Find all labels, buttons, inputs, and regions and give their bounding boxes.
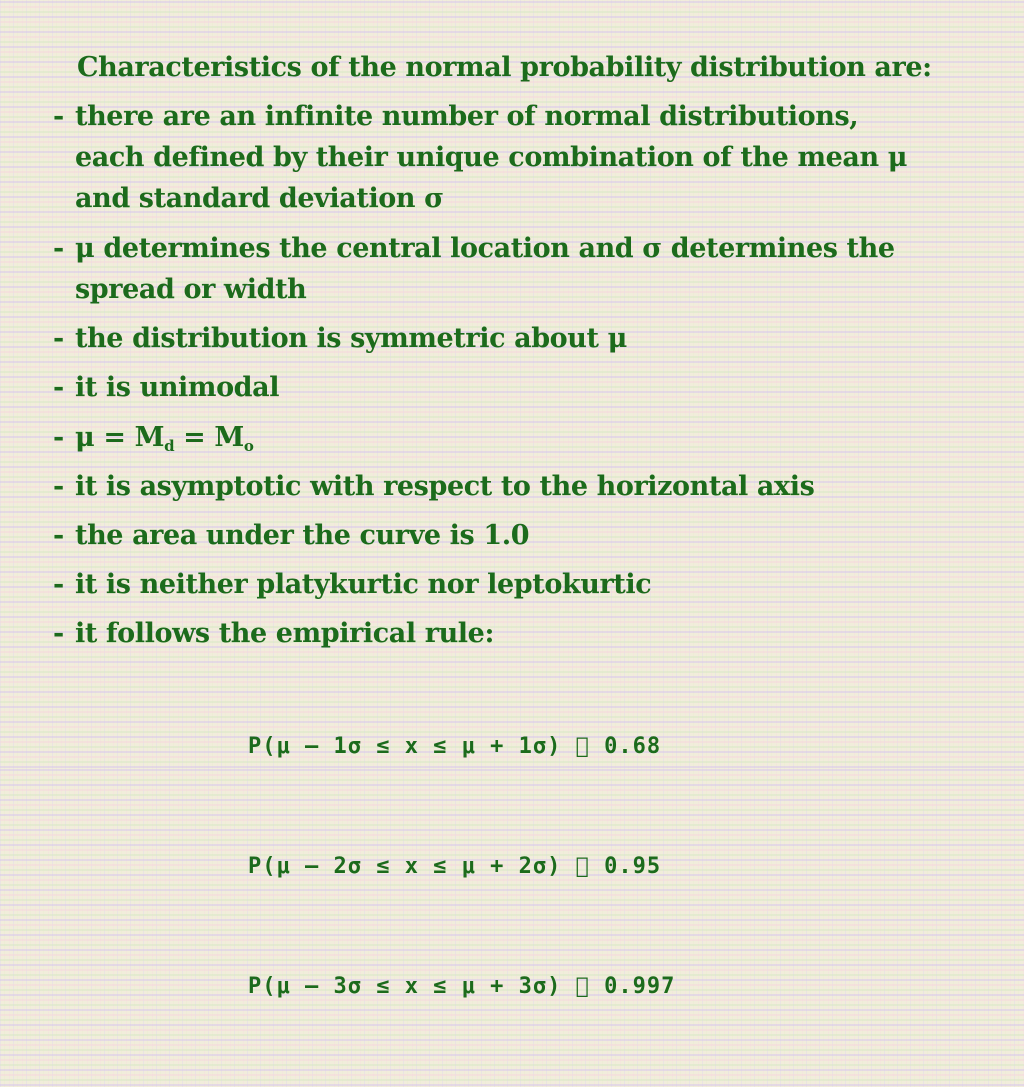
bullet-text: the area under the curve is 1.0	[75, 520, 530, 551]
formula-two-sigma: P(μ – 2σ ≤ x ≤ μ + 2σ) 0.95	[248, 854, 662, 879]
formula-middle: = M	[174, 422, 244, 453]
bullet-dash: -	[53, 233, 64, 264]
empirical-rule-formulas	[248, 647, 675, 1087]
bullet-text: spread or width	[75, 274, 307, 305]
mode-subscript: o	[243, 437, 254, 455]
bullet-unimodal	[53, 367, 279, 408]
bullet-dash: -	[53, 520, 64, 551]
bullet-dash: -	[53, 471, 64, 502]
bullet-dash: -	[53, 372, 64, 403]
bullet-dash: -	[53, 323, 64, 354]
bullet-text: it is asymptotic with respect to the horizontal axis	[75, 471, 815, 502]
bullet-asymptotic	[53, 466, 814, 507]
formula-three-sigma: P(μ – 3σ ≤ x ≤ μ + 3σ) 0.997	[248, 974, 676, 999]
bullet-dash: -	[53, 422, 64, 453]
formula-prefix: μ = M	[75, 422, 165, 453]
bullet-text: it follows the empirical rule:	[75, 618, 495, 649]
bullet-infinite-distributions	[53, 96, 907, 219]
bullet-kurtosis	[53, 564, 651, 605]
slide-title: Characteristics of the normal probability distribution are:	[77, 52, 932, 83]
bullet-symmetric	[53, 318, 627, 359]
bullet-text: it is unimodal	[75, 372, 280, 403]
bullet-text: there are an infinite number of normal distributions,	[75, 101, 859, 132]
bullet-dash: -	[53, 569, 64, 600]
bullet-text: the distribution is symmetric about μ	[75, 323, 627, 354]
bullet-dash: -	[53, 618, 64, 649]
bullet-text: and standard deviation σ	[75, 183, 444, 214]
bullet-location-spread	[53, 228, 895, 310]
median-subscript: d	[164, 437, 175, 455]
bullet-dash: -	[53, 101, 64, 132]
bullet-text: μ determines the central location and σ determines the	[75, 233, 895, 264]
bullet-area	[53, 515, 529, 556]
bullet-text: it is neither platykurtic nor leptokurtic	[75, 569, 652, 600]
bullet-text: each defined by their unique combination of the mean μ	[75, 142, 908, 173]
formula-one-sigma: P(μ – 1σ ≤ x ≤ μ + 1σ) 0.68	[248, 734, 662, 759]
bullet-mean-median-mode	[53, 417, 254, 458]
